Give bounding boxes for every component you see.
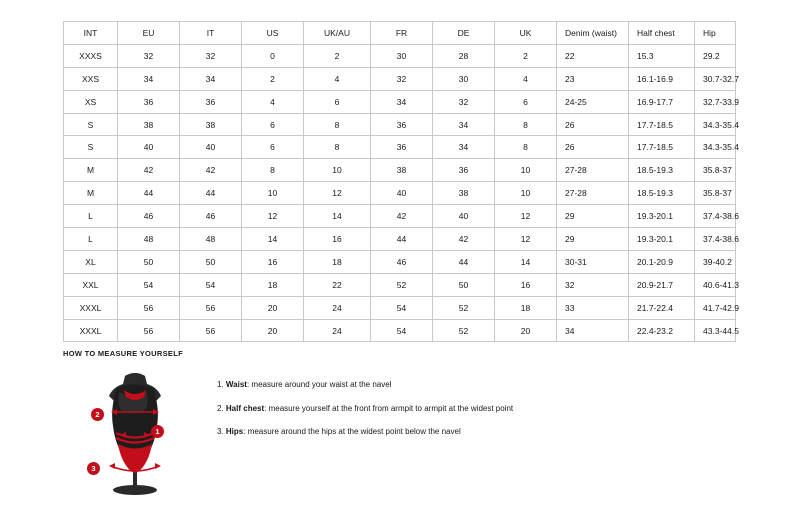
- cell-us: 20: [242, 319, 304, 342]
- cell-eu: 32: [118, 44, 180, 67]
- cell-ukau: 18: [304, 250, 371, 273]
- cell-int: S: [64, 136, 118, 159]
- cell-us: 0: [242, 44, 304, 67]
- cell-us: 12: [242, 205, 304, 228]
- step-number-1: 1.: [217, 380, 224, 389]
- cell-it: 48: [180, 228, 242, 251]
- cell-hip: 29.2: [695, 44, 736, 67]
- table-row: [64, 205, 736, 228]
- cell-fr: 40: [371, 182, 433, 205]
- table-row: [64, 273, 736, 296]
- column-header-us: US: [242, 22, 304, 45]
- cell-eu: 40: [118, 136, 180, 159]
- cell-ukau: 12: [304, 182, 371, 205]
- cell-half-chest: 18.5-19.3: [629, 159, 695, 182]
- table-row: [64, 67, 736, 90]
- cell-us: 2: [242, 67, 304, 90]
- cell-int: XXS: [64, 67, 118, 90]
- column-header-ukau: UK/AU: [304, 22, 371, 45]
- cell-it: 56: [180, 296, 242, 319]
- cell-it: 34: [180, 67, 242, 90]
- cell-fr: 54: [371, 319, 433, 342]
- cell-uk: 8: [495, 136, 557, 159]
- cell-fr: 46: [371, 250, 433, 273]
- cell-us: 8: [242, 159, 304, 182]
- cell-int: XXL: [64, 273, 118, 296]
- column-header-eu: EU: [118, 22, 180, 45]
- cell-us: 4: [242, 90, 304, 113]
- cell-denim: 34: [557, 319, 629, 342]
- measure-step-hips: [217, 427, 513, 437]
- figure-badge-2: 2: [91, 408, 104, 421]
- cell-eu: 56: [118, 319, 180, 342]
- cell-fr: 38: [371, 159, 433, 182]
- cell-denim: 29: [557, 205, 629, 228]
- cell-us: 6: [242, 113, 304, 136]
- table-row: [64, 319, 736, 342]
- table-body: [64, 44, 739, 342]
- measure-step-half-chest: [217, 404, 513, 414]
- table-row: [64, 159, 736, 182]
- column-header-denim-waist: Denim (waist): [557, 22, 629, 45]
- cell-us: 18: [242, 273, 304, 296]
- size-chart-table: [63, 21, 739, 342]
- cell-int: L: [64, 228, 118, 251]
- how-to-measure-body: [63, 368, 743, 498]
- cell-ukau: 22: [304, 273, 371, 296]
- measure-step-waist: [217, 380, 513, 390]
- cell-de: 52: [433, 296, 495, 319]
- cell-int: XS: [64, 90, 118, 113]
- cell-ukau: 24: [304, 319, 371, 342]
- cell-half-chest: 17.7-18.5: [629, 136, 695, 159]
- cell-fr: 44: [371, 228, 433, 251]
- cell-fr: 36: [371, 113, 433, 136]
- cell-ukau: 4: [304, 67, 371, 90]
- cell-half-chest: 21.7-22.4: [629, 296, 695, 319]
- cell-de: 34: [433, 113, 495, 136]
- cell-uk: 10: [495, 182, 557, 205]
- cell-ukau: 8: [304, 136, 371, 159]
- cell-denim: 32: [557, 273, 629, 296]
- cell-ukau: 16: [304, 228, 371, 251]
- cell-uk: 12: [495, 228, 557, 251]
- cell-half-chest: 17.7-18.5: [629, 113, 695, 136]
- table-row: [64, 136, 736, 159]
- table-row: [64, 296, 736, 319]
- cell-hip: 37.4-38.6: [695, 228, 736, 251]
- cell-us: 14: [242, 228, 304, 251]
- step-term-waist: Waist: [225, 380, 247, 389]
- cell-hip: 32.7-33.9: [695, 90, 736, 113]
- cell-uk: 8: [495, 113, 557, 136]
- step-term-hips: Hips: [225, 427, 244, 437]
- cell-denim: 29: [557, 228, 629, 251]
- column-header-int: INT: [64, 22, 118, 45]
- cell-de: 52: [433, 319, 495, 342]
- figure-badge-1: 1: [151, 425, 164, 438]
- cell-de: 30: [433, 67, 495, 90]
- cell-uk: 4: [495, 67, 557, 90]
- cell-eu: 42: [118, 159, 180, 182]
- cell-half-chest: 16.9-17.7: [629, 90, 695, 113]
- cell-de: 36: [433, 159, 495, 182]
- cell-fr: 34: [371, 90, 433, 113]
- cell-half-chest: 16.1-16.9: [629, 67, 695, 90]
- step-text-waist: : measure around your waist at the navel: [246, 380, 392, 389]
- measure-steps-list: [217, 368, 513, 451]
- cell-it: 38: [180, 113, 242, 136]
- cell-denim: 27-28: [557, 159, 629, 182]
- cell-us: 6: [242, 136, 304, 159]
- cell-de: 32: [433, 90, 495, 113]
- figure-badge-3: 3: [87, 462, 100, 475]
- cell-int: L: [64, 205, 118, 228]
- cell-int: XL: [64, 250, 118, 273]
- cell-half-chest: 19.3-20.1: [629, 205, 695, 228]
- cell-uk: 18: [495, 296, 557, 319]
- cell-denim: 27-28: [557, 182, 629, 205]
- cell-int: XXXS: [64, 44, 118, 67]
- cell-denim: 30-31: [557, 250, 629, 273]
- table-row: [64, 90, 736, 113]
- cell-fr: 42: [371, 205, 433, 228]
- cell-half-chest: 20.9-21.7: [629, 273, 695, 296]
- cell-eu: 36: [118, 90, 180, 113]
- cell-half-chest: 19.3-20.1: [629, 228, 695, 251]
- cell-fr: 36: [371, 136, 433, 159]
- table-row: [64, 182, 736, 205]
- cell-eu: 44: [118, 182, 180, 205]
- table-row: [64, 113, 736, 136]
- column-header-half-chest: Half chest: [629, 22, 695, 45]
- cell-eu: 50: [118, 250, 180, 273]
- cell-int: XXXL: [64, 319, 118, 342]
- column-header-fr: FR: [371, 22, 433, 45]
- cell-uk: 20: [495, 319, 557, 342]
- cell-it: 36: [180, 90, 242, 113]
- cell-denim: 23: [557, 67, 629, 90]
- cell-denim: 26: [557, 136, 629, 159]
- cell-us: 10: [242, 182, 304, 205]
- column-header-de: DE: [433, 22, 495, 45]
- cell-denim: 33: [557, 296, 629, 319]
- cell-de: 50: [433, 273, 495, 296]
- cell-hip: 41.7-42.9: [695, 296, 736, 319]
- cell-ukau: 24: [304, 296, 371, 319]
- cell-fr: 30: [371, 44, 433, 67]
- cell-int: XXXL: [64, 296, 118, 319]
- step-text-half-chest: : measure yourself at the front from armpit to armpit at the widest point: [264, 403, 514, 413]
- cell-de: 38: [433, 182, 495, 205]
- step-number-2: 2.: [217, 403, 224, 413]
- cell-half-chest: 22.4-23.2: [629, 319, 695, 342]
- cell-us: 20: [242, 296, 304, 319]
- cell-int: M: [64, 159, 118, 182]
- cell-fr: 32: [371, 67, 433, 90]
- cell-fr: 54: [371, 296, 433, 319]
- cell-hip: 40.6-41.3: [695, 273, 736, 296]
- size-chart-container: [63, 21, 739, 342]
- cell-it: 54: [180, 273, 242, 296]
- cell-ukau: 14: [304, 205, 371, 228]
- column-header-it: IT: [180, 22, 242, 45]
- cell-ukau: 6: [304, 90, 371, 113]
- step-text-hips: : measure around the hips at the widest point below the navel: [243, 427, 461, 437]
- cell-it: 32: [180, 44, 242, 67]
- cell-eu: 34: [118, 67, 180, 90]
- cell-hip: 39-40.2: [695, 250, 736, 273]
- cell-it: 40: [180, 136, 242, 159]
- table-header-row: [64, 22, 736, 45]
- cell-hip: 34.3-35.4: [695, 113, 736, 136]
- column-header-hip: Hip: [695, 22, 736, 45]
- cell-ukau: 8: [304, 113, 371, 136]
- step-number-3: 3.: [217, 427, 224, 437]
- cell-hip: 43.3-44.5: [695, 319, 736, 342]
- cell-denim: 22: [557, 44, 629, 67]
- how-to-measure-title: HOW TO MEASURE YOURSELF: [63, 349, 183, 358]
- cell-uk: 6: [495, 90, 557, 113]
- cell-int: S: [64, 113, 118, 136]
- table-row: [64, 250, 736, 273]
- cell-eu: 54: [118, 273, 180, 296]
- cell-half-chest: 18.5-19.3: [629, 182, 695, 205]
- cell-eu: 46: [118, 205, 180, 228]
- cell-ukau: 2: [304, 44, 371, 67]
- cell-de: 28: [433, 44, 495, 67]
- cell-half-chest: 15.3: [629, 44, 695, 67]
- cell-de: 44: [433, 250, 495, 273]
- cell-uk: 10: [495, 159, 557, 182]
- cell-fr: 52: [371, 273, 433, 296]
- cell-uk: 14: [495, 250, 557, 273]
- cell-eu: 38: [118, 113, 180, 136]
- cell-eu: 56: [118, 296, 180, 319]
- cell-uk: 16: [495, 273, 557, 296]
- table-row: [64, 44, 736, 67]
- cell-hip: 35.8-37: [695, 159, 736, 182]
- step-term-half-chest: Half chest: [225, 403, 265, 413]
- cell-eu: 48: [118, 228, 180, 251]
- cell-int: M: [64, 182, 118, 205]
- cell-hip: 37.4-38.6: [695, 205, 736, 228]
- cell-uk: 2: [495, 44, 557, 67]
- cell-de: 40: [433, 205, 495, 228]
- cell-it: 44: [180, 182, 242, 205]
- cell-denim: 26: [557, 113, 629, 136]
- cell-hip: 30.7-32.7: [695, 67, 736, 90]
- cell-it: 56: [180, 319, 242, 342]
- cell-half-chest: 20.1-20.9: [629, 250, 695, 273]
- cell-it: 42: [180, 159, 242, 182]
- cell-uk: 12: [495, 205, 557, 228]
- cell-hip: 34.3-35.4: [695, 136, 736, 159]
- cell-ukau: 10: [304, 159, 371, 182]
- cell-us: 16: [242, 250, 304, 273]
- cell-de: 42: [433, 228, 495, 251]
- cell-it: 50: [180, 250, 242, 273]
- cell-hip: 35.8-37: [695, 182, 736, 205]
- how-to-measure-section: [63, 349, 743, 498]
- mannequin-illustration: [63, 368, 203, 498]
- cell-denim: 24-25: [557, 90, 629, 113]
- column-header-uk: UK: [495, 22, 557, 45]
- mannequin-figure: [63, 368, 203, 498]
- cell-it: 46: [180, 205, 242, 228]
- table-row: [64, 228, 736, 251]
- cell-de: 34: [433, 136, 495, 159]
